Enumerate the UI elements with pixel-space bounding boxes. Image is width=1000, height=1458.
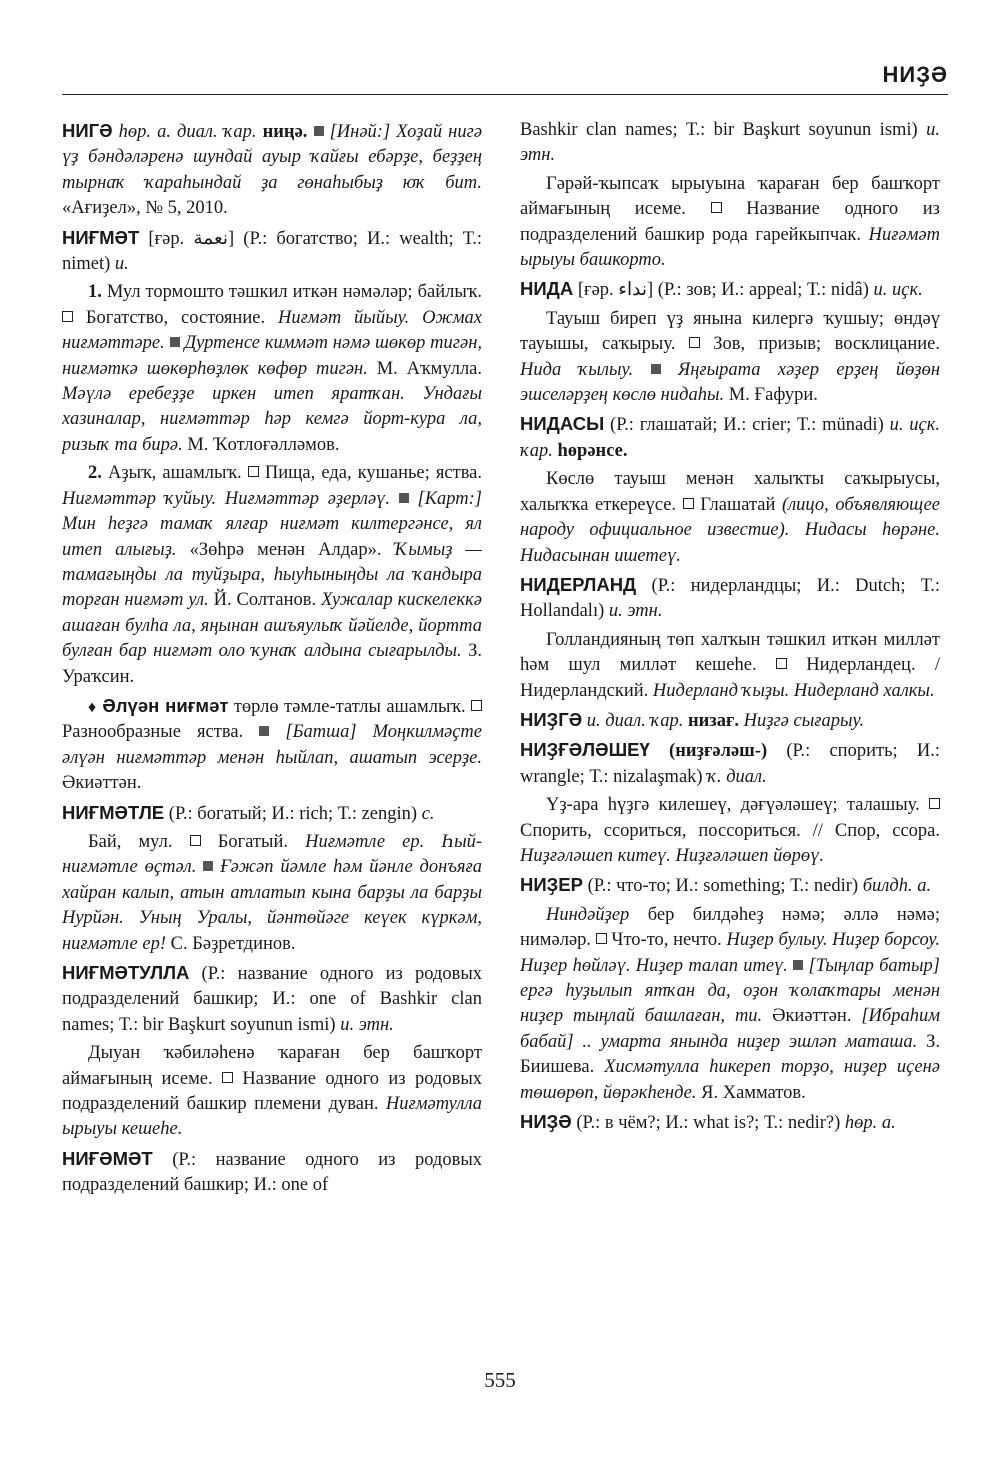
entry-nigmatulla: НИҒМӘТУЛЛА (Р.: название одного из родовых подразделений башкир; И.: one of Bashkir clan names; Т.: bir Başkurt soyunun ismi) и. этн.: [62, 962, 482, 1035]
headword: НИҒМӘТУЛЛА: [62, 962, 190, 983]
headword: НИҘҒӘЛӘШЕҮ: [520, 739, 650, 761]
russian-marker-icon: [711, 202, 722, 213]
example-marker-icon: [203, 861, 213, 871]
sense-nizgaleshev: Үҙ-ара һүҙгә килешеү, дәғүәләшеү; талашыу. Спорить, ссориться, поссориться. // Спор, ссора. Ниҙғәләшеп китеү. Ниҙғәләшеп йөрөү.: [520, 795, 940, 866]
sense-nigamat: Гәрәй-ҡыпсаҡ ырыуына ҡараған бер башҡорт аймағының исеме. Название одного из подразделений башкир рода гарейкыпчак. Ниғәмәт ырыуы башкорто.: [520, 173, 940, 271]
entry-nizer: НИҘЕР (Р.: что-то; И.: something; Т.: nedir) билдһ. а.: [520, 874, 932, 897]
example-marker-icon: [259, 726, 269, 736]
headword: НИДА: [520, 278, 574, 300]
headword: НИГӘ: [62, 120, 113, 141]
entry-nigmatle: НИҒМӘТЛЕ (Р.: богатый; И.: rich; Т.: zengin) с.: [62, 801, 435, 824]
page-number: 555: [484, 1368, 516, 1392]
example-marker-icon: [793, 960, 803, 970]
sense-nigmatulla: Дыуан ҡәбиләһенә ҡараған бер башҡорт аймағының исеме. Название одного из родовых подразделений башкир племени дуван. Ниғмәтулла ырыуы кешеһе.: [62, 1043, 482, 1140]
sense-2: 2. Аҙыҡ, ашамлыҡ. Пища, еда, кушанье; яства. Ниғмәттәр ҡуйыу. Ниғмәттәр әҙерләү. [Карт:] Мин һеҙгә тамаҡ ялғар ниғмәт килтергәнсе, ял итеп алығыҙ. «Зөһрә менән Алдар». Ҡымыҙ — тамағыңды ла туйҙыра, һыуһыныңды ла ҡандыра торған ниғмәт ул. Й. Солтанов. Хужалар кискелеккә ашаған булһа ла, яңынан ашъяулыҡ йәйелде, йортта булған бар ниғмәт оло ҡунаҡ алдына сығарылды. З. Ураҡсин.: [62, 463, 482, 687]
running-head: НИҘӘ: [62, 62, 948, 95]
entry-nidasy: НИДАСЫ (Р.: глашатай; И.: crier; Т.: münadi) и. иҫк. ҡар. һөрәнсе.: [520, 413, 940, 461]
headword: НИҘЕР: [520, 874, 583, 896]
russian-marker-icon: [683, 498, 694, 509]
right-column: [520, 118, 940, 1358]
russian-marker-icon: [689, 337, 700, 348]
russian-marker-icon: [776, 658, 787, 669]
headword: НИДАСЫ: [520, 413, 605, 435]
example-marker-icon: [170, 337, 180, 347]
sense-nida: Тауыш биреп үҙ янына килергә ҡушыу; өндәү тауышы, саҡырыу. Зов, призыв; восклицание. Нида ҡылыу. Яңғырата хәҙер ерҙең йөҙөн эшселәрҙең көслө нидаһы. М. Ғафури.: [520, 308, 940, 406]
entry-nige: НИГӘ һөр. а. диал. ҡар. ниңә. [Инәй:] Хоҙай нигә үҙ бәндәләренә шундай ауыр ҡайғы ебәрҙе, беҙҙең тырнаҡ ҡараһындай ҙа гөнаһыбыҙ юҡ бит. «Ағиҙел», № 5, 2010.: [62, 120, 482, 219]
sense-nidasy: Көслө тауыш менән халыҡты саҡырыусы, халыҡҡа еткереүсе. Глашатай (лицо, объявляющее народу официальное известие). Нидасы һөрәне. Нидасынан ишетеү.: [520, 469, 940, 566]
phrase-aluan-nigmat: ♦ Әлүән ниғмәт төрлө тәмле-татлы ашамлыҡ. Разнообразные яства. [Батша] Моңкилмәҫте әлүән ниғмәттәр менән һыйлап, ашатып эсерҙе. Әкиәттән.: [62, 694, 482, 794]
entry-nigmat: НИҒМӘТ [ғәр. نعمة] (Р.: богатство; И.: wealth; Т.: nimet) и.: [62, 226, 482, 275]
russian-marker-icon: [596, 933, 607, 944]
entry-niderland: НИДЕРЛАНД (Р.: нидерландцы; И.: Dutch; Т.: Hollandalı) и. этн.: [520, 573, 940, 622]
sense-1: 1. Мул тормошто тәшкил иткән нәмәләр; байлыҡ. Богатство, состояние. Ниғмәт йыйыу. Ожмах ниғмәттәре. Дуртенсе киммәт нәмә шөкөр тигән, ниғмәткә шөкөрһөҙлөк көфөр тигән. М. Аҡмулла. Мәүлә еребеҙҙе иркен итеп яратҡан. Ундағы хазиналар, ниғмәттәр һәр кемгә йорт-кура ла, ризыҡ та бирә. М. Ҡотлоғәлләмов.: [62, 282, 482, 455]
russian-marker-icon: [929, 798, 940, 809]
headword: НИҘГӘ: [520, 708, 583, 730]
example-marker-icon: [651, 364, 661, 374]
headword: НИДЕРЛАНД: [520, 573, 637, 595]
diamond-icon: ♦: [88, 698, 97, 716]
entry-nizgaleshev: НИҘҒӘЛӘШЕҮ (ниҙғәләш-) (Р.: спорить; И.: wrangle; Т.: nizalaşmak) ҡ. диал.: [520, 739, 940, 787]
example-marker-icon: [314, 126, 324, 136]
russian-marker-icon: [222, 1072, 233, 1083]
sense-nizer: Ниндәйҙер бер билдәһеҙ нәмә; әллә нәмә; нимәләр. Что-то, нечто. Ниҙер булыу. Ниҙер борсоу. Ниҙер һөйләү. Ниҙер талап итеү. [Тыңлар батыр] ергә һуҙылып ятҡан да, оҙон ҡолаҡтары менән ниҙер тыңлай башлаған, ти. Әкиәттән. [Ибраһим бабай] .. умарта янында ниҙер эшләп маташа. З. Биишева. Хисмәтулла һикереп торҙо, ниҙер иҫенә төшөрөп, йөрәкһенде. Я. Хамматов.: [520, 904, 940, 1103]
entry-nigamat-cont: Bashkir clan names; Т.: bir Başkurt soyunun ismi) и. этн.: [520, 120, 940, 166]
entry-nizge: НИҘГӘ и. диал. ҡар. низағ. Ниҙгә сығарыу.: [520, 708, 865, 731]
sense-niderland: Голландияның төп халҡын тәшкил иткән милләт һәм шул милләт кешеһе. Нидерландец. / Нидерландский. Нидерланд ҡыҙы. Нидерланд халкы.: [520, 629, 940, 701]
russian-marker-icon: [248, 466, 259, 477]
entry-nigamat: НИҒӘМӘТ (Р.: название одного из родовых подразделений башкир; И.: one of: [62, 1147, 482, 1196]
left-column: [62, 118, 482, 1358]
sense-nigmatle: Бай, мул. Богатый. Ниғмәтле ер. Һый-ниғмәтле өҫтәл. Ғәжәп йәмле һәм йәнле донъяға хайран калып, атын атлатып кына барҙы ла барҙы Нурйән. Уның Уралы, йәнтөйәге кеүек күркәм, ниғмәтле ер! С. Бәҙретдинов.: [62, 831, 482, 954]
headword: НИҘӘ: [520, 1111, 572, 1133]
entry-nize: НИҘӘ (Р.: в чём?; И.: what is?; Т.: nedir?) һөр. а.: [520, 1111, 896, 1134]
example-marker-icon: [399, 493, 409, 503]
headword: НИҒМӘТЛЕ: [62, 801, 165, 823]
russian-marker-icon: [471, 700, 482, 711]
headword: НИҒӘМӘТ: [62, 1147, 153, 1169]
headword: НИҒМӘТ: [62, 226, 140, 248]
entry-nida: НИДА [ғәр. نداء] (Р.: зов; И.: appeal; Т.: nidâ) и. иҫк.: [520, 278, 923, 301]
russian-marker-icon: [190, 835, 201, 846]
russian-marker-icon: [62, 311, 73, 322]
